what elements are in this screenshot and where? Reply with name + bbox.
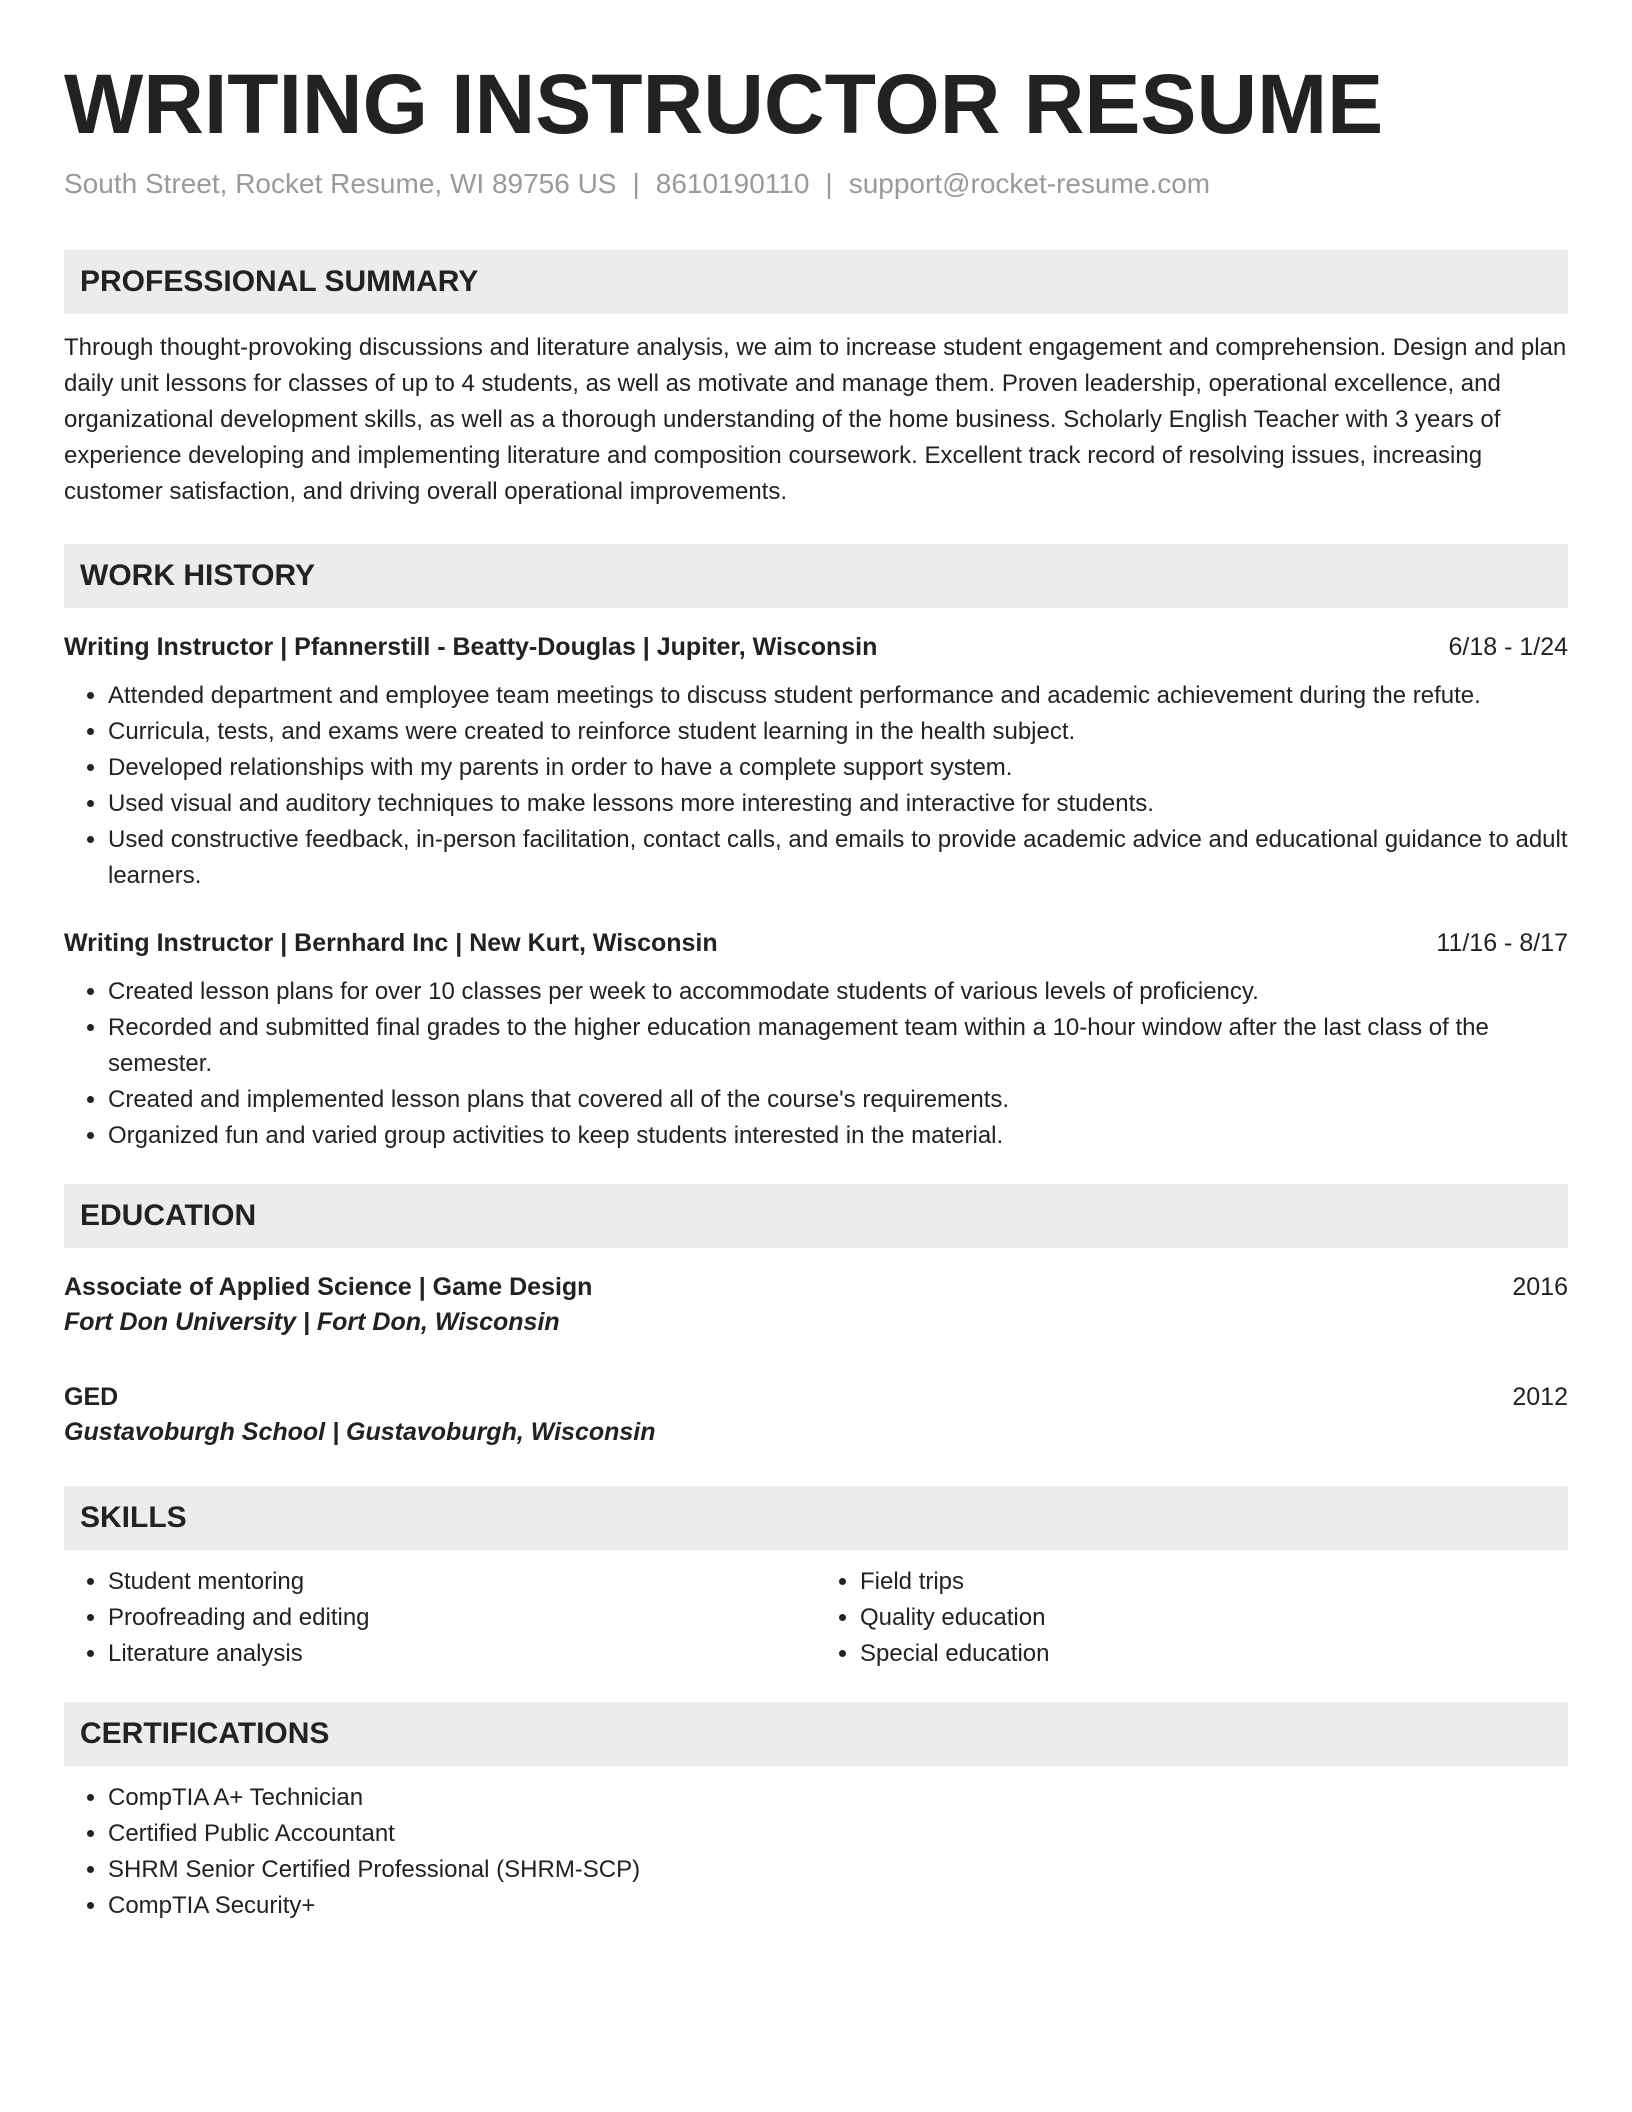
education-year: 2012 (1512, 1383, 1568, 1411)
job-bullets (64, 678, 1568, 894)
skills-column-right (816, 1564, 1568, 1672)
skills-list (64, 1564, 1568, 1672)
skill-item: • Field trips (860, 1564, 1568, 1600)
job-dates: 11/16 - 8/17 (1436, 929, 1568, 957)
skill-item: • Special education (860, 1636, 1568, 1672)
skill-item: • Literature analysis (108, 1636, 816, 1672)
job-header (64, 630, 1568, 664)
summary-text: Through thought-provoking discussions and literature analysis, we aim to increase student engagement and comprehension. Design and plan daily unit lessons for classes of up to 4 students, as well as motivate and manage them. Proven leadership, operational excellence, and organizational development skills, as well as a thorough understanding of the home business. Scholarly English Teacher with 3 years of experience developing and implementing literature and composition coursework. Excellent track record of resolving issues, increasing customer satisfaction, and driving overall operational improvements. (64, 334, 1567, 505)
job-bullet: • Created lesson plans for over 10 classes per week to accommodate students of various levels of proficiency. (108, 974, 1568, 1010)
resume-title: WRITING INSTRUCTOR RESUME (64, 57, 1384, 151)
job-bullet: • Used constructive feedback, in-person facilitation, contact calls, and emails to provide academic advice and educational guidance to adult learners. (108, 822, 1568, 894)
job-bullets (64, 974, 1568, 1154)
job-bullet: • Used visual and auditory techniques to make lessons more interesting and interactive for students. (108, 786, 1568, 822)
section-heading-skills: SKILLS (64, 1486, 1568, 1550)
contact-phone: 8610190110 (655, 168, 810, 199)
job-title: Writing Instructor | Bernhard Inc | New Kurt, Wisconsin (64, 929, 718, 957)
contact-separator: | (632, 168, 640, 199)
job-title: Writing Instructor | Pfannerstill - Beatty-Douglas | Jupiter, Wisconsin (64, 633, 878, 661)
skills-column-left (64, 1564, 816, 1672)
education-header (64, 1270, 1568, 1304)
job-bullet: • Developed relationships with my parents in order to have a complete support system. (108, 750, 1568, 786)
education-degree: Associate of Applied Science | Game Design (64, 1273, 593, 1301)
contact-address: South Street, Rocket Resume, WI 89756 US (64, 168, 617, 199)
job-dates: 6/18 - 1/24 (1448, 633, 1568, 661)
contact-separator: | (825, 168, 833, 199)
education-school: Fort Don University | Fort Don, Wisconsin (64, 1308, 560, 1336)
job-entry (64, 926, 1568, 1154)
skill-item: • Proofreading and editing (108, 1600, 816, 1636)
education-entry (64, 1380, 1568, 1450)
section-heading-work: WORK HISTORY (64, 544, 1568, 608)
education-header (64, 1380, 1568, 1414)
section-heading-education: EDUCATION (64, 1184, 1568, 1248)
certification-item: • CompTIA A+ Technician (108, 1780, 1568, 1816)
skill-item: • Quality education (860, 1600, 1568, 1636)
education-entry (64, 1270, 1568, 1340)
job-bullet: • Curricula, tests, and exams were created to reinforce student learning in the health subject. (108, 714, 1568, 750)
education-school: Gustavoburgh School | Gustavoburgh, Wisconsin (64, 1418, 656, 1446)
job-header (64, 926, 1568, 960)
certification-item: • Certified Public Accountant (108, 1816, 1568, 1852)
section-heading-summary: PROFESSIONAL SUMMARY (64, 250, 1568, 314)
contact-email: support@rocket-resume.com (848, 168, 1211, 199)
certification-item: • CompTIA Security+ (108, 1888, 1568, 1924)
contact-line (64, 166, 1568, 202)
education-year: 2016 (1512, 1273, 1568, 1301)
certifications-list (64, 1780, 1568, 1924)
skill-item: • Student mentoring (108, 1564, 816, 1600)
job-bullet: • Attended department and employee team meetings to discuss student performance and academic achievement during the refute. (108, 678, 1568, 714)
job-bullet: • Created and implemented lesson plans that covered all of the course's requirements. (108, 1082, 1568, 1118)
certification-item: • SHRM Senior Certified Professional (SHRM-SCP) (108, 1852, 1568, 1888)
education-degree: GED (64, 1383, 119, 1411)
job-bullet: • Organized fun and varied group activities to keep students interested in the material. (108, 1118, 1568, 1154)
job-bullet: • Recorded and submitted final grades to the higher education management team within a 10-hour window after the last class of the semester. (108, 1010, 1568, 1082)
job-entry (64, 630, 1568, 894)
section-heading-certifications: CERTIFICATIONS (64, 1702, 1568, 1766)
